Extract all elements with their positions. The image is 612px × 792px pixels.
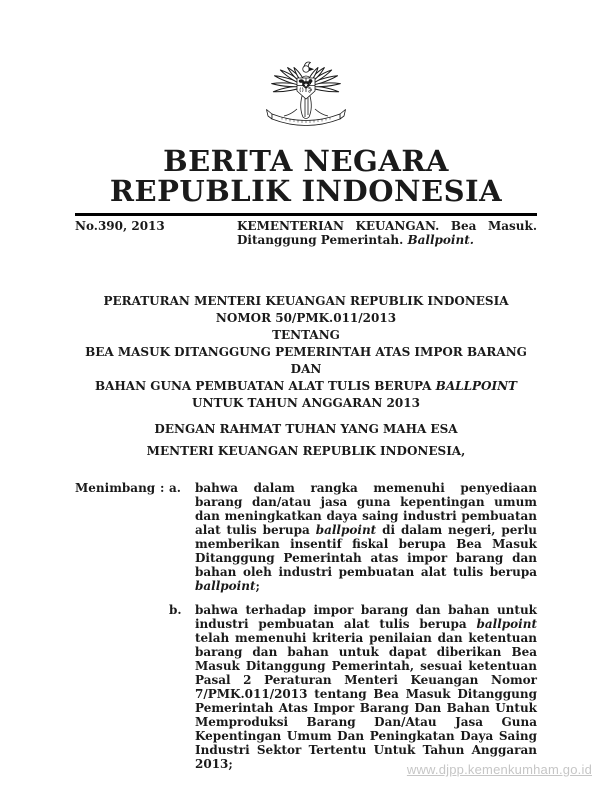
text-segment: ballpoint [476,616,537,631]
gazette-meta-row [75,219,537,248]
regulation-number-line [75,310,537,327]
issue-number: No.390, 2013 [75,218,165,233]
consideration-item [169,481,537,593]
text-segment: Ballpoint. [407,233,474,247]
text-segment: Ditanggung Pemerintah. [237,233,408,247]
subject-line-2 [237,233,537,248]
subject-abstract [237,219,537,248]
text-segment: ballpoint [315,522,377,537]
regulation-tentang-line [75,327,537,344]
text-segment: bahwa terhadap impor barang dan bahan untuk industri pembuatan alat tulis berupa [195,602,537,631]
regulation-title-line [75,293,537,310]
text-segment: bahwa dalam rangka memenuhi penyediaan barang dan/atau jasa guna kepentingan umum dan meningkatkan daya saing industri pembuatan alat tulis berupa [195,480,537,537]
item-marker: a. [169,480,181,495]
masthead-divider [75,213,537,216]
text-segment: ballpoint [195,578,256,593]
text-segment: di dalam negeri, perlu memberikan insentif fiskal berupa Bea Masuk Ditanggung Pemerintah atas impor barang dan bahan oleh industri pembuatan alat tulis berupa [195,522,537,579]
regulation-title [75,293,537,412]
gazette-title-line2: REPUBLIK INDONESIA [109,174,503,208]
text-segment: BEA MASUK DITANGGUNG PEMERINTAH ATAS IMPOR BARANG DAN [85,344,527,376]
authority-line: MENTERI KEUANGAN REPUBLIK INDONESIA, [146,443,466,458]
text-segment: BAHAN GUNA PEMBUATAN ALAT TULIS BERUPA [95,378,436,393]
invocation-line: DENGAN RAHMAT TUHAN YANG MAHA ESA [154,421,458,436]
regulation-subject-line [75,395,537,412]
gazette-title-line1: BERITA NEGARA [163,144,449,178]
text-segment: PERATURAN MENTERI KEUANGAN REPUBLIK INDONESIA [103,293,509,308]
item-marker: b. [169,602,182,617]
text-segment: BALLPOINT [435,378,517,393]
considerations-section [75,481,537,781]
subject-line-1: KEMENTERIAN KEUANGAN. Bea Masuk. [237,218,537,233]
footer-watermark-url[interactable]: www.djpp.kemenkumham.go.id [406,762,592,777]
item-text [195,481,537,593]
garuda-pancasila-emblem [260,36,352,138]
text-segment: telah memenuhi kriteria penilaian dan ketentuan barang dan bahan untuk dapat diberikan Bea Masuk Ditanggung Pemerintah, sesuai ketentuan Pasal 2 Peraturan Menteri Keuangan Nomor 7/PMK.011/2013 tentang Bea Masuk Ditanggung Pemerintah Atas Impor Barang Dan Bahan Untuk Memproduksi Barang Dan/Atau Jasa Guna Kepentingan Umum Dan Peningkatan Daya Saing Industri Sektor Tertentu Untuk Tahun Anggaran 2013; [195,630,537,771]
consideration-item [169,603,537,771]
regulation-subject-line [75,344,537,378]
item-text [195,603,537,771]
gazette-title [75,146,537,206]
considerations-list [169,481,537,781]
regulation-subject-line [75,378,537,395]
text-segment: ; [255,578,260,593]
text-segment: UNTUK TAHUN ANGGARAN 2013 [192,395,420,410]
considerations-label: Menimbang [75,480,156,495]
text-segment: NOMOR 50/PMK.011/2013 [215,310,397,325]
considerations-colon: : [160,480,165,495]
text-segment: TENTANG [272,327,340,342]
